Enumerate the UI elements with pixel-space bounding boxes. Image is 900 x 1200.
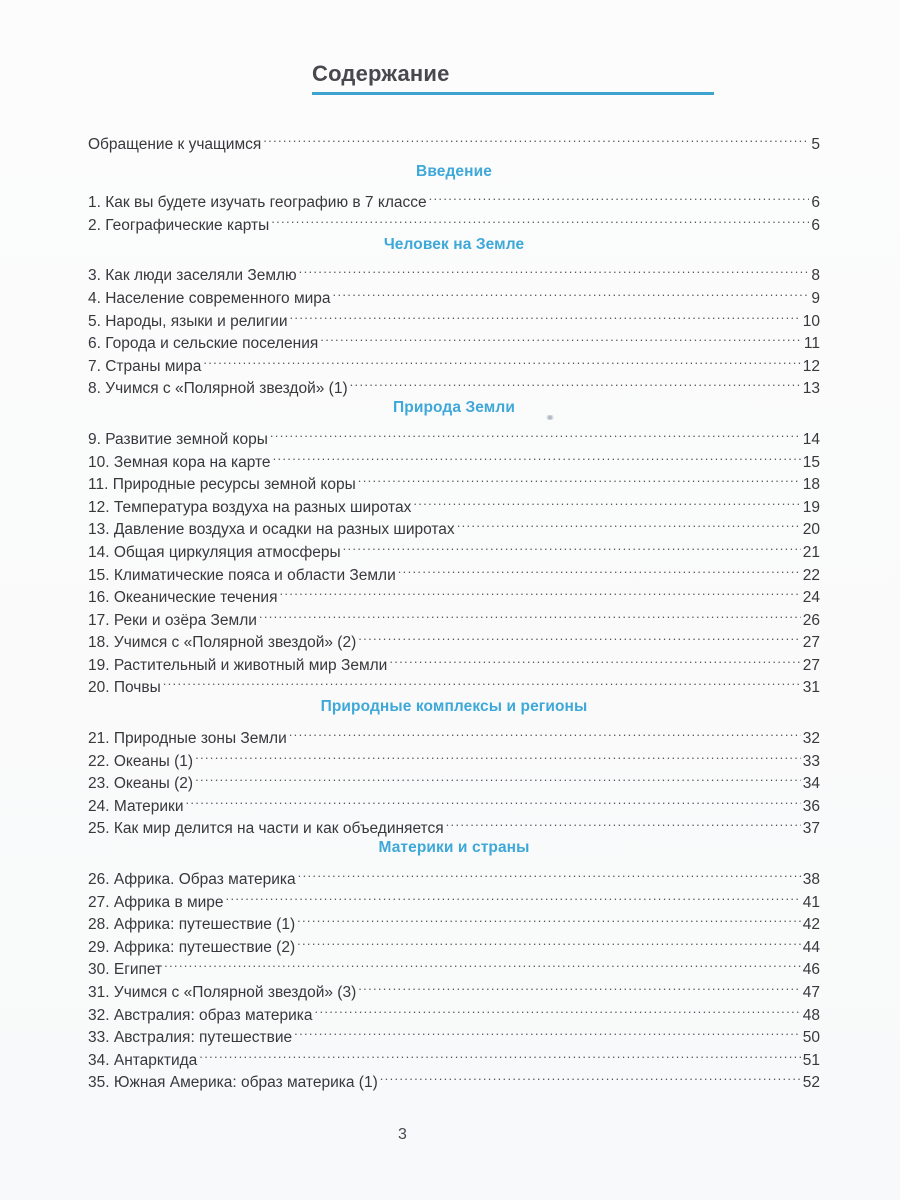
toc-entry-page: 9 [811,289,820,307]
toc-entry-label: 23. Океаны (2) [88,775,194,793]
dot-leader [297,907,801,930]
dot-leader [446,811,801,834]
toc-entry-page: 32 [802,730,820,748]
dot-leader [226,884,801,907]
toc-entry-page: 31 [802,679,820,697]
toc-entry-label: 14. Общая циркуляция атмосферы [88,543,341,561]
dot-leader [298,861,801,884]
toc-entry[interactable] [88,743,820,770]
toc-entry-page: 52 [802,1074,820,1092]
toc-entry-page: 22 [802,566,820,584]
dot-leader [299,258,810,281]
toc-entry-label: 13. Давление воздуха и осадки на разных широтах [88,521,455,539]
toc-entry-label: 29. Африка: путешествие (2) [88,938,296,956]
toc-entry-page: 44 [802,938,820,956]
toc-entry[interactable] [88,952,820,979]
dot-leader [279,580,800,603]
toc-entry-page: 10 [802,312,820,330]
toc-entry-label: 26. Африка. Образ материка [88,871,296,889]
dot-leader [259,602,801,625]
dot-leader [320,326,802,349]
dot-leader [271,207,809,230]
toc-entry-label: 16. Океанические течения [88,589,278,607]
toc-entry-page: 27 [802,656,820,674]
toc-entry-label: 31. Учимся с «Полярной звездой» (3) [88,984,357,1001]
toc-entry[interactable] [88,861,820,889]
toc-entry-page: 41 [802,893,820,911]
dot-leader [457,512,801,535]
toc-entry-page: 50 [802,1029,820,1047]
toc-entry-label: 11. Природные ресурсы земной коры [88,476,356,494]
section-heading: Введение [416,162,492,180]
page-title: Содержание [312,61,450,86]
toc-entry-label: 19. Растительный и животный мир Земли [88,656,388,674]
toc-entry-page: 38 [802,871,820,889]
toc-entry-page: 15 [802,453,820,471]
toc-entry-intro[interactable] [88,126,820,153]
toc-entry-label: 28. Африка: путешествие (1) [88,916,296,934]
toc-entry-page: 20 [802,521,820,539]
dot-leader [163,670,801,693]
title-block [312,60,714,95]
dot-leader [164,952,801,975]
title-underline [312,92,714,95]
toc-entry-page: 47 [802,984,820,1001]
toc-entry[interactable] [88,185,820,212]
toc-entry[interactable] [88,811,820,838]
toc-entry[interactable] [88,766,820,793]
table-of-contents [88,126,820,1092]
dot-leader [273,444,801,467]
section-heading: Человек на Земле [383,235,525,253]
toc-entry-page: 27 [802,634,820,652]
toc-entry-label: 3. Как люди заселяли Землю [88,267,297,285]
toc-entry-label: 1. Как вы будете изучать географию в 7 классе [88,194,427,212]
toc-entry-page: 5 [811,135,820,153]
toc-entry-label: 22. Океаны (1) [88,752,194,770]
dot-leader [203,348,800,371]
toc-entry-label: 24. Материки [88,797,184,815]
dot-leader [270,421,801,444]
toc-entry-label: 15. Климатические пояса и области Земли [88,566,396,584]
dot-leader [294,1020,801,1043]
toc-entry-page: 36 [802,797,820,815]
toc-entry-page: 24 [802,589,820,607]
toc-sections [88,157,820,1092]
toc-entry-label: 4. Население современного мира [88,289,331,307]
dot-leader [343,534,801,557]
toc-entry-page: 6 [811,216,820,234]
toc-entry-label: 2. Географические карты [88,216,270,234]
toc-entry-label: 9. Развитие земной коры [88,430,268,448]
toc-entry[interactable] [88,258,820,285]
toc-entry[interactable] [88,788,820,815]
toc-entry-page: 26 [802,611,820,629]
dot-leader [315,997,801,1020]
toc-entry-label: 7. Страны мира [88,357,202,375]
toc-entry-label: 12. Температура воздуха на разных широтах [88,498,412,516]
toc-entry-page: 37 [802,820,820,838]
dot-leader [350,371,801,394]
toc-entry-page: 33 [802,752,820,770]
dot-leader [195,766,801,789]
toc-entry-label: 18. Учимся с «Полярной звездой» (2) [88,634,357,652]
toc-entry-label: 8. Учимся с «Полярной звездой» (1) [88,380,348,398]
toc-entry-label: 17. Реки и озёра Земли [88,611,257,629]
section-heading: Природа Земли [393,399,515,417]
toc-entry-label: 30. Египет [88,961,163,979]
dot-leader [289,720,801,743]
toc-entry-label: 10. Земная кора на карте [88,453,271,471]
toc-entry-label: 33. Австралия: путешествие [88,1029,293,1047]
dot-leader [185,788,800,811]
toc-entry-page: 14 [802,430,820,448]
dot-leader [398,557,801,580]
toc-entry-page: 21 [802,543,820,561]
toc-entry-page: 51 [802,1051,820,1069]
toc-entry-page: 18 [802,476,820,494]
toc-entry-page: 46 [802,961,820,979]
section-heading: Природные комплексы и регионы [320,698,588,716]
dot-leader [380,1065,801,1088]
toc-entry-label: 35. Южная Америка: образ материка (1) [88,1074,378,1092]
dot-leader [413,489,800,512]
toc-entry-label: 25. Как мир делится на части и как объединяется [88,820,444,838]
dot-leader [199,1042,800,1065]
dot-leader [333,280,810,303]
toc-entry-label: 5. Народы, языки и религии [88,312,288,330]
toc-entry-label: 32. Австралия: образ материка [88,1006,313,1024]
toc-entry-page: 12 [802,357,820,375]
toc-entry-page: 42 [802,916,820,934]
toc-entry-page: 13 [802,380,820,398]
toc-entry-page: 6 [811,194,820,212]
toc-entry-label: 6. Города и сельские поселения [88,335,319,353]
toc-entry-label: 21. Природные зоны Земли [88,730,287,748]
toc-entry-label: Обращение к учащимся [88,135,262,153]
toc-entry-page: 8 [811,267,820,285]
toc-entry-page: 11 [803,335,820,353]
dot-leader [429,185,810,208]
toc-entry[interactable] [88,670,820,697]
toc-entry[interactable] [88,421,820,448]
dot-leader [263,126,809,149]
dot-leader [290,303,801,326]
toc-entry[interactable] [88,974,820,1001]
dot-leader [389,647,800,670]
toc-entry-page: 19 [802,498,820,516]
dot-leader [297,929,801,952]
toc-entry-label: 27. Африка в мире [88,893,224,911]
page-number: 3 [398,1126,407,1143]
toc-entry-label: 34. Антарктида [88,1051,198,1069]
dot-leader [358,467,801,490]
dot-leader [195,743,801,766]
dot-leader [358,625,801,648]
dot-leader [358,974,801,997]
toc-entry-label: 20. Почвы [88,679,161,697]
toc-entry-page: 48 [802,1006,820,1024]
toc-entry-page: 34 [802,775,820,793]
toc-entry[interactable] [88,1065,820,1092]
toc-entry[interactable] [88,720,820,748]
section-heading: Материки и страны [378,839,530,857]
